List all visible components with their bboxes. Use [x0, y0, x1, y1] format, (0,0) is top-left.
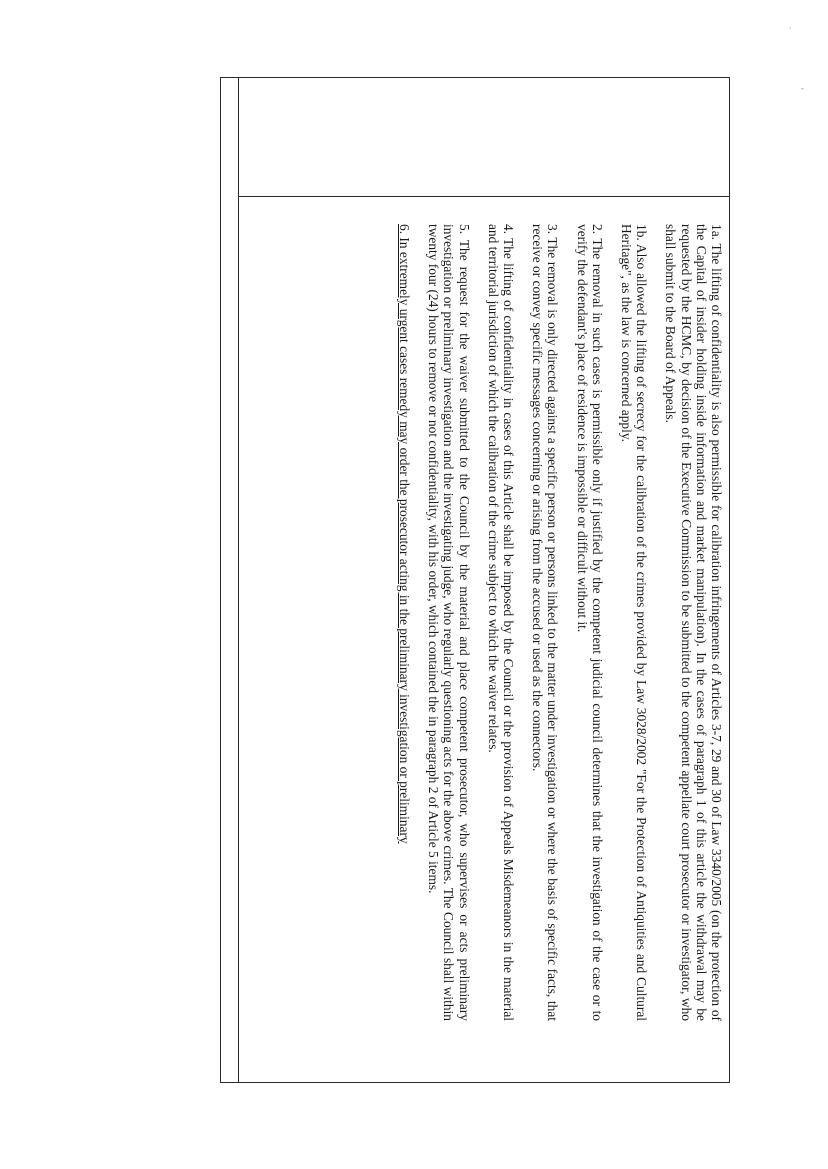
scan-mark-side: -	[801, 84, 804, 93]
rotated-text-block	[238, 196, 730, 1041]
paragraph-1b: 1b. Also allowed the lifting of secrecy for the calibration of the crimes provided by Law 3028/2002 "For the Protection of Antiquities and Cultural Heritage", as the law is concerned apply.	[618, 224, 650, 1021]
paragraph-3: 3. The removal is only directed against a specific person or persons linked to the matter under investigation or where the basis of specific facts, that receive or convey specific messages concerning or arising from the accused or used as the connectors.	[530, 224, 561, 1021]
paragraph-6: 6. In extremely urgent cases remedy may order the prosecutor acting in the preliminary investigation or preliminary	[396, 224, 412, 844]
scan-mark-top: ·	[789, 24, 792, 33]
paragraph-1a: 1a. The lifting of confidentiality is also permissible for calibration infringements of Articles 3-7, 29 and 30 of Law 3340/2005 (on the protection of the Capital of insider holding inside information and market manipulation). In the cases of paragraph 1 of this article the withdrawal may be requested by the HCMC, by decision of the Executive Commission to be submitted to the competent appellate court prosecutor or investigator, who shall submit to the Board of Appeals.	[663, 224, 724, 1021]
paragraph-5: 5. The request for the waiver submitted to the Council by the material and place competent prosecutor, who supervises or acts preliminary investigation or preliminary investigation and the investigating judge, who regularly questioning acts for the above crimes. The Council shall within twenty four (24) hours to remove or not confidentiality, with his order, which contained the in paragraph 2 of Article 5 items.	[426, 224, 472, 1021]
text-cell	[238, 196, 730, 1083]
paragraph-4: 4. The lifting of confidentiality in cases of this Article shall be imposed by the Council or the provision of Appeals Misdemeanors in the material and territorial jurisdiction of which the calibration of the crime subject to which the waiver relates.	[485, 224, 516, 1021]
paragraph-2: 2. The removal in such cases is permissible only if justified by the competent judicial council determines that the investigation of the case or to verify the defendant's place of residence is impossible or difficult without it.	[574, 224, 605, 1021]
